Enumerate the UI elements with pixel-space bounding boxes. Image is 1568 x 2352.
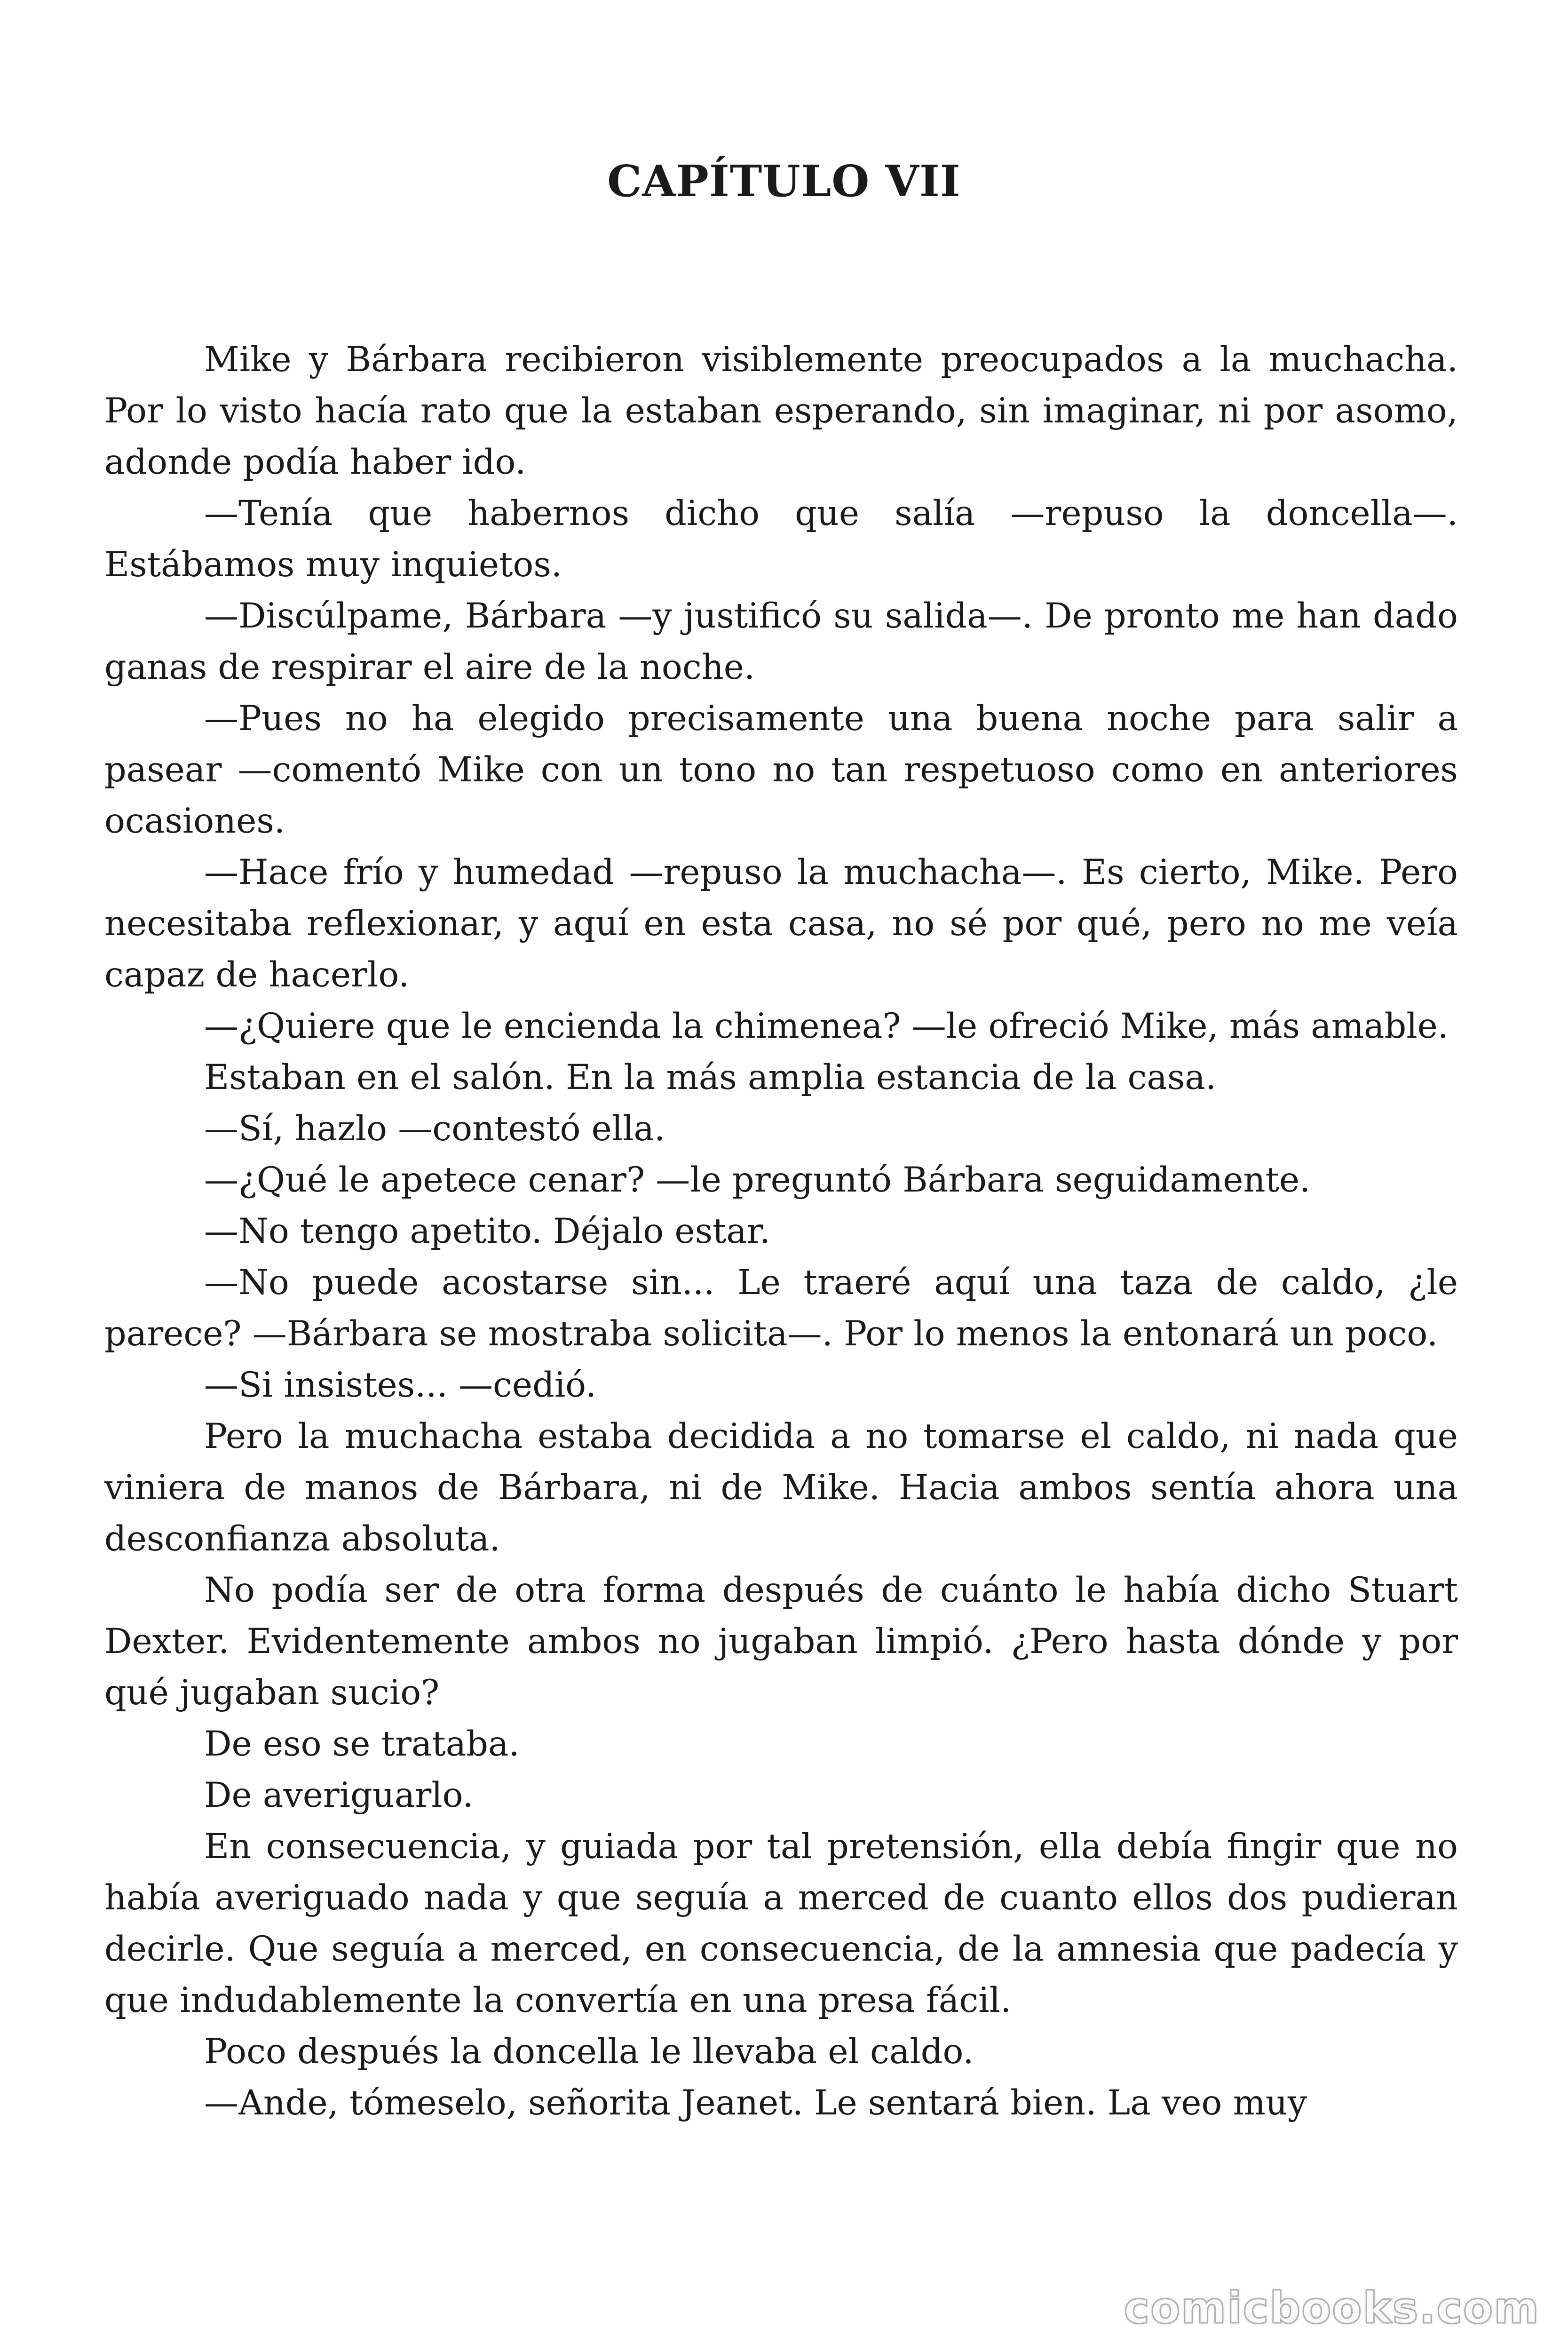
paragraph: —Ande, tómeselo, señorita Jeanet. Le sentará bien. La veo muy (204, 2083, 1307, 2123)
paragraph: —¿Qué le apetece cenar? —le preguntó Bárbara seguidamente. (204, 1160, 1311, 1200)
paragraph: —Tenía que habernos dicho que salía —repuso la doncella—. Estábamos muy inquietos. (104, 493, 1458, 585)
watermark: comicbooks.com (1124, 2283, 1540, 2333)
paragraph: De eso se trataba. (204, 1724, 520, 1764)
paragraph: No podía ser de otra forma después de cuánto le había dicho Stuart Dexter. Evidentemente ambos no jugaban limpió. ¿Pero hasta dónde y por qué jugaban sucio? (104, 1570, 1458, 1713)
paragraph: Mike y Bárbara recibieron visiblemente preocupados a la muchacha. Por lo visto hacía rato que la estaban esperando, sin imaginar, ni por asomo, adonde podía haber ido. (104, 340, 1458, 482)
paragraph: —No puede acostarse sin... Le traeré aquí una taza de caldo, ¿le parece? —Bárbara se mostraba solicita—. Por lo menos la entonará un poco. (104, 1263, 1458, 1354)
chapter-title: CAPÍTULO VII (607, 156, 961, 207)
paragraph: —No tengo apetito. Déjalo estar. (204, 1211, 771, 1251)
paragraph: —Sí, hazlo —contestó ella. (204, 1109, 665, 1149)
paragraph: —Hace frío y humedad —repuso la muchacha—. Es cierto, Mike. Pero necesitaba reflexionar, y aquí en esta casa, no sé por qué, pero no me veía capaz de hacerlo. (104, 852, 1458, 995)
paragraph: En consecuencia, y guiada por tal pretensión, ella debía fingir que no había averiguado nada y que seguía a merced de cuanto ellos dos pudieran decirle. Que seguía a merced, en consecuencia, de la amnesia que padecía y que indudablemente la convertía en una presa fácil. (104, 1827, 1458, 2020)
chapter-body (104, 334, 1458, 2129)
paragraph: Poco después la doncella le llevaba el caldo. (204, 2032, 974, 2072)
paragraph: —¿Quiere que le encienda la chimenea? —le ofreció Mike, más amable. (204, 1006, 1449, 1046)
paragraph: —Si insistes... —cedió. (204, 1365, 597, 1405)
paragraph: —Discúlpame, Bárbara —y justificó su salida—. De pronto me han dado ganas de respirar el aire de la noche. (104, 596, 1458, 687)
paragraph: Pero la muchacha estaba decidida a no tomarse el caldo, ni nada que viniera de manos de Bárbara, ni de Mike. Hacia ambos sentía ahora una desconfianza absoluta. (104, 1416, 1458, 1559)
paragraph: De averiguarlo. (204, 1775, 474, 1815)
paragraph: Estaban en el salón. En la más amplia estancia de la casa. (204, 1057, 1217, 1097)
paragraph: —Pues no ha elegido precisamente una buena noche para salir a pasear —comentó Mike con un tono no tan respetuoso como en anteriores ocasiones. (104, 699, 1458, 841)
